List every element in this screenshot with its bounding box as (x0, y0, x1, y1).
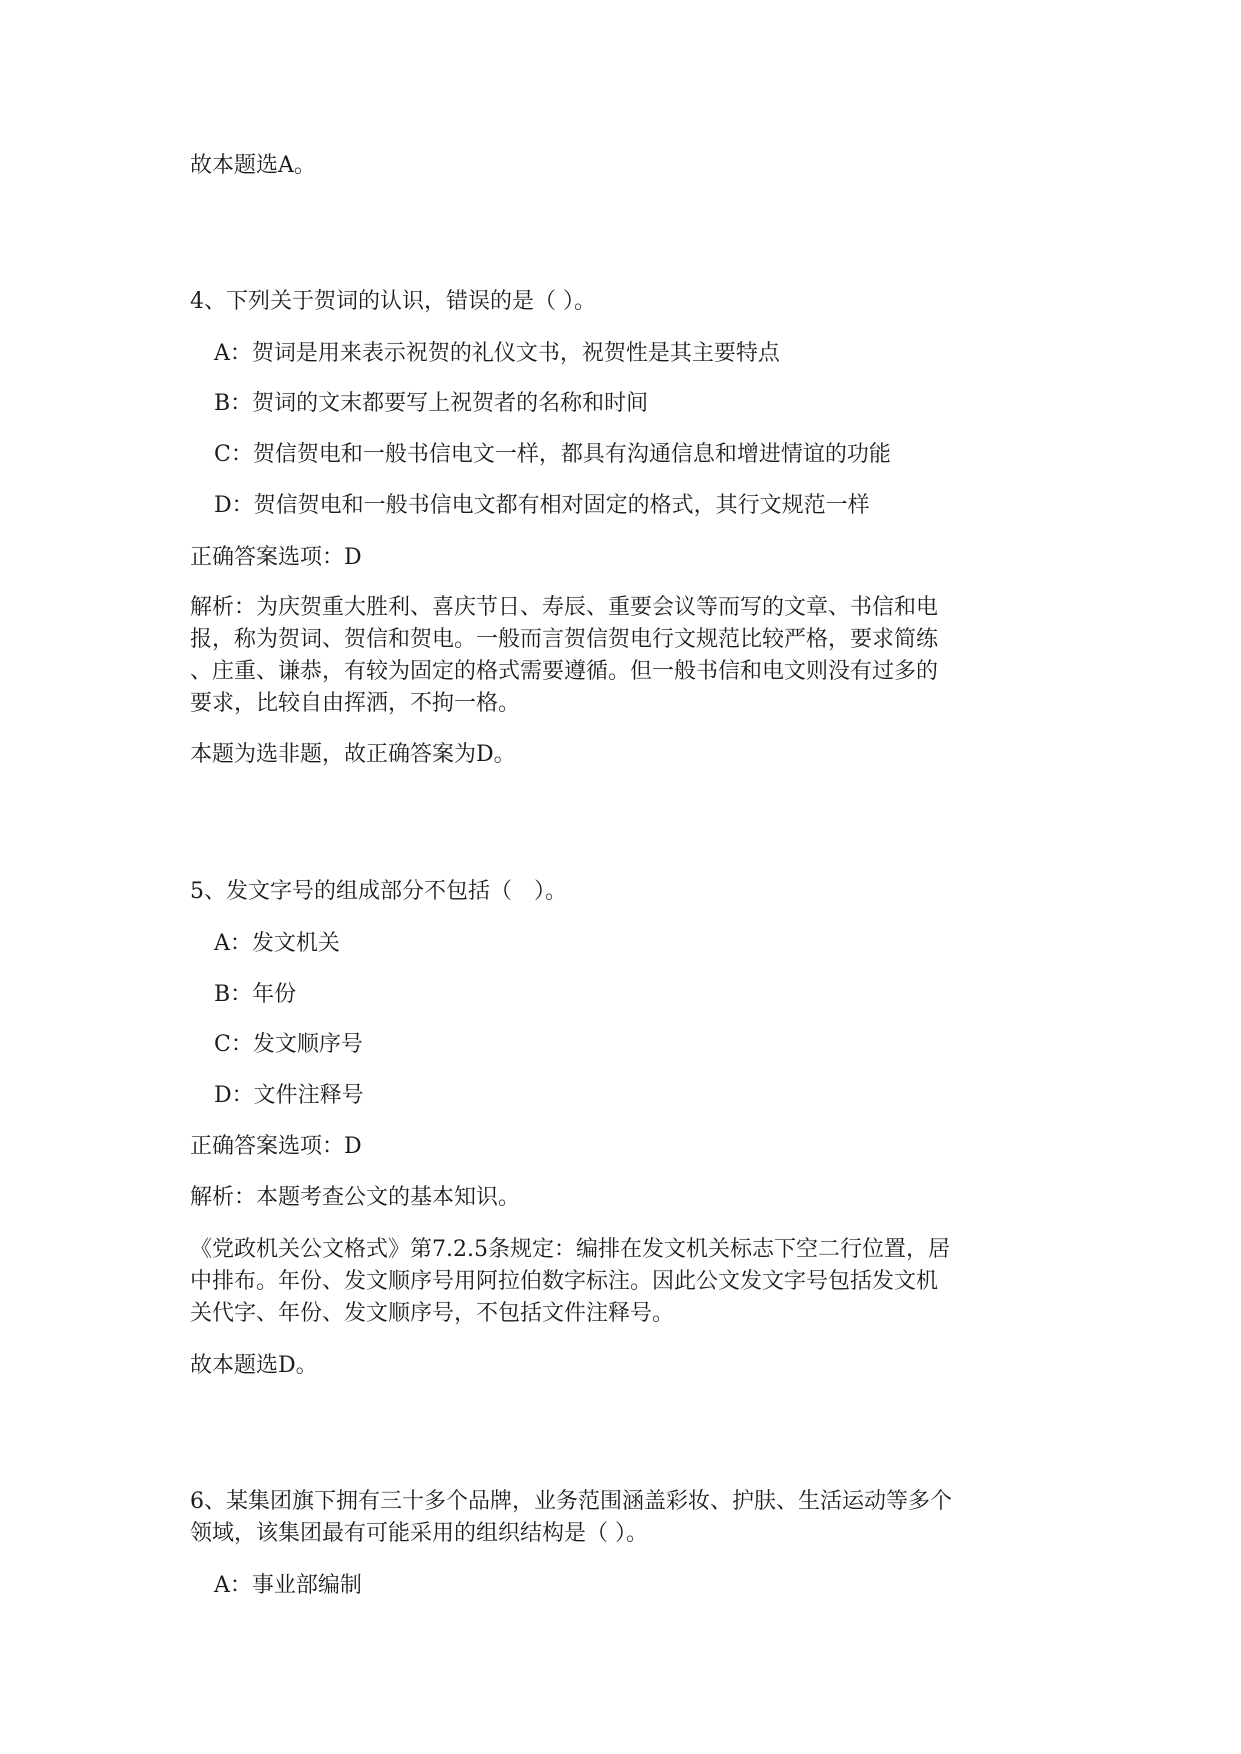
q5-option-d: D：文件注释号 (214, 1083, 364, 1108)
q5-stem: 5、发文字号的组成部分不包括（ ）。 (190, 879, 567, 904)
previous-question-conclusion: 故本题选A。 (190, 153, 316, 178)
q6-option-a: A：事业部编制 (214, 1573, 362, 1598)
q4-option-a: A：贺词是用来表示祝贺的礼仪文书，祝贺性是其主要特点 (214, 341, 780, 366)
q5-analysis-intro: 解析：本题考查公文的基本知识。 (190, 1185, 521, 1210)
q5-option-b: B：年份 (214, 982, 297, 1007)
q5-analysis-line: 关代字、年份、发文顺序号，不包括文件注释号。 (190, 1301, 675, 1326)
q6-stem-line: 领域，该集团最有可能采用的组织结构是（ ）。 (190, 1521, 648, 1546)
q4-option-d: D：贺信贺电和一般书信电文都有相对固定的格式，其行文规范一样 (214, 493, 870, 518)
q4-analysis-line: 要求，比较自由挥洒，不拘一格。 (190, 691, 521, 716)
q4-conclusion: 本题为选非题，故正确答案为D。 (190, 742, 516, 767)
q4-answer: 正确答案选项：D (190, 545, 362, 570)
q5-conclusion: 故本题选D。 (190, 1353, 318, 1378)
q5-analysis-line: 《党政机关公文格式》第7.2.5条规定：编排在发文机关标志下空二行位置，居 (190, 1237, 950, 1262)
q5-option-a: A：发文机关 (214, 931, 340, 956)
q4-analysis (190, 592, 1050, 720)
q5-analysis-line: 中排布。年份、发文顺序号用阿拉伯数字标注。因此公文发文字号包括发文机 (190, 1269, 939, 1294)
q5-option-c: C：发文顺序号 (214, 1032, 363, 1057)
q4-analysis-line: 报，称为贺词、贺信和贺电。一般而言贺信贺电行文规范比较严格，要求简练 (190, 627, 939, 652)
q4-stem: 4、下列关于贺词的认识，错误的是（ ）。 (190, 289, 596, 314)
q4-option-c: C：贺信贺电和一般书信电文一样，都具有沟通信息和增进情谊的功能 (214, 442, 891, 467)
q4-analysis-line: 、庄重、谦恭，有较为固定的格式需要遵循。但一般书信和电文则没有过多的 (190, 659, 939, 684)
q5-answer: 正确答案选项：D (190, 1134, 362, 1159)
q4-option-b: B：贺词的文末都要写上祝贺者的名称和时间 (214, 391, 649, 416)
q6-stem (190, 1486, 1050, 1550)
q5-analysis (190, 1234, 1050, 1330)
q6-stem-line: 6、某集团旗下拥有三十多个品牌，业务范围涵盖彩妆、护肤、生活运动等多个 (190, 1489, 952, 1514)
q4-analysis-line: 解析：为庆贺重大胜利、喜庆节日、寿辰、重要会议等而写的文章、书信和电 (190, 595, 939, 620)
